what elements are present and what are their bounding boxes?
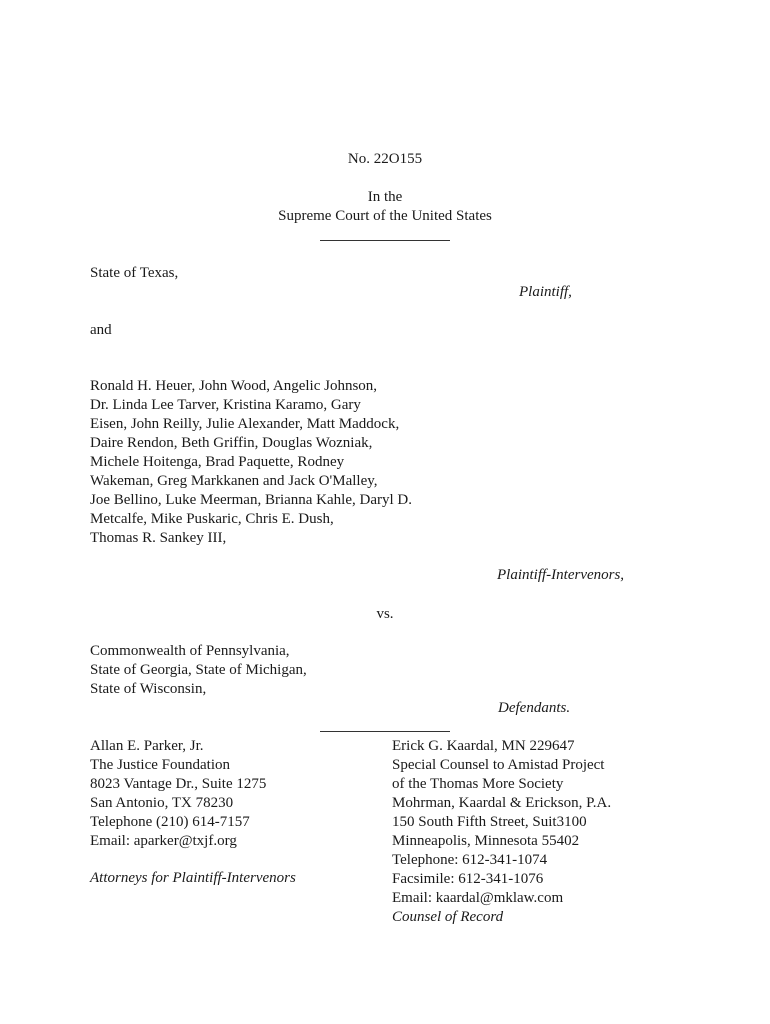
counsel-right-line: Special Counsel to Amistad Project — [392, 757, 605, 773]
counsel-left-line: 8023 Vantage Dr., Suite 1275 — [90, 776, 267, 792]
defendants-line: State of Wisconsin, — [90, 681, 207, 697]
docket-number: No. 22O155 — [347, 151, 423, 167]
counsel-left-line: The Justice Foundation — [90, 757, 230, 773]
defendants-role: Defendants. — [498, 700, 571, 716]
counsel-right-line: 150 South Fifth Street, Suit3100 — [392, 814, 587, 830]
counsel-right-line: Minneapolis, Minnesota 55402 — [392, 833, 580, 849]
intervenors-line: Metcalfe, Mike Puskaric, Chris E. Dush, — [90, 511, 334, 527]
intervenors-line: Wakeman, Greg Markkanen and Jack O'Malley, — [90, 473, 378, 489]
conjunction-and: and — [90, 322, 112, 338]
counsel-left-line: Allan E. Parker, Jr. — [90, 738, 204, 754]
counsel-right — [392, 737, 611, 927]
counsel-left-email[interactable]: Email: aparker@txjf.org — [90, 833, 237, 849]
intervenors-line: Dr. Linda Lee Tarver, Kristina Karamo, Gary — [90, 397, 361, 413]
counsel-right-line: of the Thomas More Society — [392, 776, 564, 792]
intervenors-line: Ronald H. Heuer, John Wood, Angelic Johnson, — [90, 378, 378, 394]
intervenors-line: Daire Rendon, Beth Griffin, Douglas Wozniak, — [90, 435, 373, 451]
counsel-left-line: Telephone (210) 614-7157 — [90, 814, 250, 830]
intervenors-line: Michele Hoitenga, Brad Paquette, Rodney — [90, 454, 345, 470]
court-line-1: In the — [367, 189, 403, 205]
intervenors-line: Joe Bellino, Luke Meerman, Brianna Kahle, Daryl D. — [90, 492, 412, 508]
counsel-right-line: Mohrman, Kaardal & Erickson, P.A. — [392, 795, 612, 811]
counsel-right-line: Telephone: 612-341-1074 — [392, 852, 548, 868]
counsel-right-line: Facsimile: 612-341-1076 — [392, 871, 544, 887]
intervenors-line: Thomas R. Sankey III, — [90, 530, 227, 546]
intervenors-line: Eisen, John Reilly, Julie Alexander, Matt Maddock, — [90, 416, 400, 432]
counsel-left-role: Attorneys for Plaintiff-Intervenors — [90, 870, 296, 886]
intervenors-role: Plaintiff-Intervenors, — [497, 567, 625, 583]
counsel-left-line: San Antonio, TX 78230 — [90, 795, 234, 811]
versus: vs. — [376, 606, 394, 622]
plaintiff-role: Plaintiff, — [519, 284, 572, 300]
court-line-2: Supreme Court of the United States — [278, 208, 492, 224]
defendants-line: Commonwealth of Pennsylvania, — [90, 643, 290, 659]
counsel-right-role: Counsel of Record — [392, 909, 504, 925]
counsel-right-line: Erick G. Kaardal, MN 229647 — [392, 738, 575, 754]
intervenors-list — [90, 377, 412, 548]
counsel-right-email[interactable]: Email: kaardal@mklaw.com — [392, 890, 564, 906]
defendants-line: State of Georgia, State of Michigan, — [90, 662, 307, 678]
caption-divider — [320, 240, 450, 241]
counsel-left — [90, 737, 266, 851]
plaintiff-name: State of Texas, — [90, 265, 179, 281]
defendants-list — [90, 642, 307, 699]
counsel-divider — [320, 731, 450, 732]
